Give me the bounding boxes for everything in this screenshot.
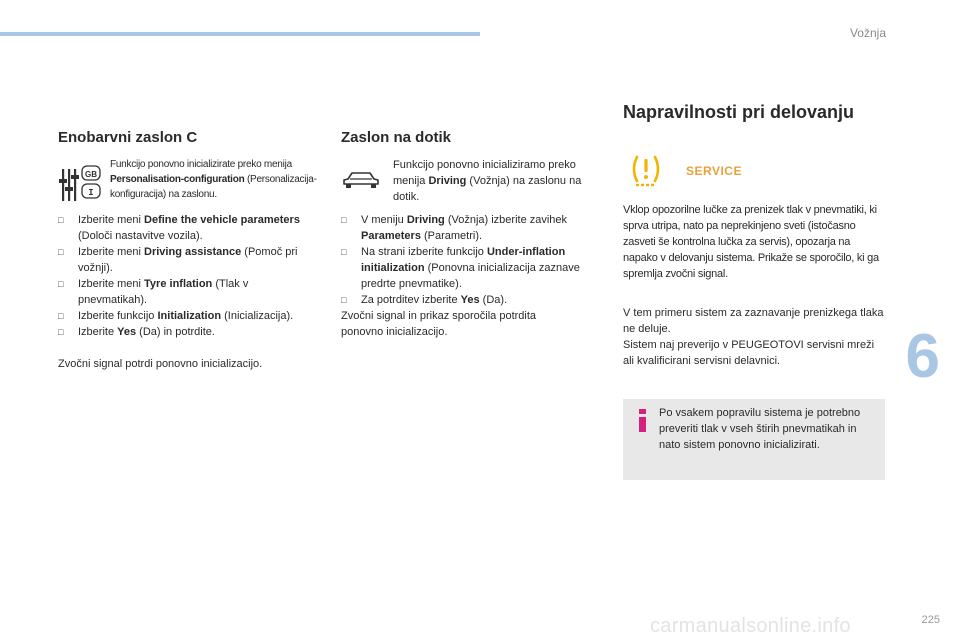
section-title: Zaslon na dotik: [341, 129, 452, 146]
list-item: □ Na strani izberite funkcijo Under-inflation initialization (Ponovna inicializacija zaznave predrte pnevmatike).: [341, 246, 580, 290]
list-item: □ Izberite meni Driving assistance (Pomoč pri vožnji).: [58, 246, 298, 274]
system-failure-paragraph: V tem primeru sistem za zaznavanje prenizkega tlaka ne deluje.: [623, 307, 884, 335]
section-name: Vožnja: [849, 26, 886, 40]
list-item: □ Izberite Yes (Da) in potrdite.: [58, 326, 215, 338]
service-label: SERVICE: [686, 164, 742, 178]
section-title: Enobarvni zaslon C: [58, 129, 198, 146]
confirmation-text: Zvočni signal in prikaz sporočila potrdita ponovno inicializacijo.: [341, 310, 537, 338]
list-item: □ Izberite meni Define the vehicle parameters (Določi nastavitve vozila).: [58, 214, 300, 242]
check-network-paragraph: Sistem naj preverijo v PEUGEOTOVI servisni mreži ali kvalificirani servisni delavnici.: [623, 339, 875, 367]
svg-text:GB: GB: [85, 170, 97, 179]
list-item: □ Za potrditev izberite Yes (Da).: [341, 294, 508, 306]
malfunction-paragraph: Vklop opozorilne lučke za prenizek tlak v pnevmatiki, ki sprva utripa, nato pa neprekinjeno sveti (istočasno zasveti še kontrolna lučka za servis), opozarja na napako v delovanju sistema. Prikaže se sporočilo, ki ga spremlja zvočni signal.: [623, 204, 879, 280]
svg-text:I: I: [88, 188, 94, 198]
list-item: □ Izberite funkcijo Initialization (Inicializacija).: [58, 310, 294, 322]
section-title: Napravilnosti pri delovanju: [623, 102, 855, 122]
tyre-warning-icon: [629, 153, 663, 192]
info-box: [623, 399, 885, 480]
intro-block: [58, 157, 320, 208]
car-icon: [341, 157, 393, 205]
steps-list: [341, 212, 603, 308]
info-text: Po vsakem popravilu sistema je potrebno preveriti tlak v vseh štirih pnevmatikah in nato sistem ponovno inicializirati.: [659, 407, 861, 451]
intro-block: [341, 157, 603, 205]
page-number: 225: [921, 614, 940, 626]
confirmation-text: Zvočni signal potrdi ponovno inicializacijo.: [58, 358, 263, 370]
info-icon: [634, 407, 652, 433]
intro-text: Funkcijo ponovno inicializirate preko menija Personalisation-configuration (Personalizacija-konfiguracija) na zaslonu.: [110, 159, 317, 200]
steps-list: [58, 212, 316, 340]
mixer-icon: [58, 157, 110, 208]
header-accent-bar: [0, 32, 480, 36]
intro-text: Funkcijo ponovno inicializiramo preko menija Driving (Vožnja) na zaslonu na dotik.: [393, 159, 582, 203]
watermark: carmanualsonline.info: [650, 615, 851, 637]
list-item: □ Izberite meni Tyre inflation (Tlak v pnevmatikah).: [58, 278, 249, 306]
chapter-number: 6: [905, 322, 940, 391]
list-item: □ V meniju Driving (Vožnja) izberite zavihek Parameters (Parametri).: [341, 214, 568, 242]
